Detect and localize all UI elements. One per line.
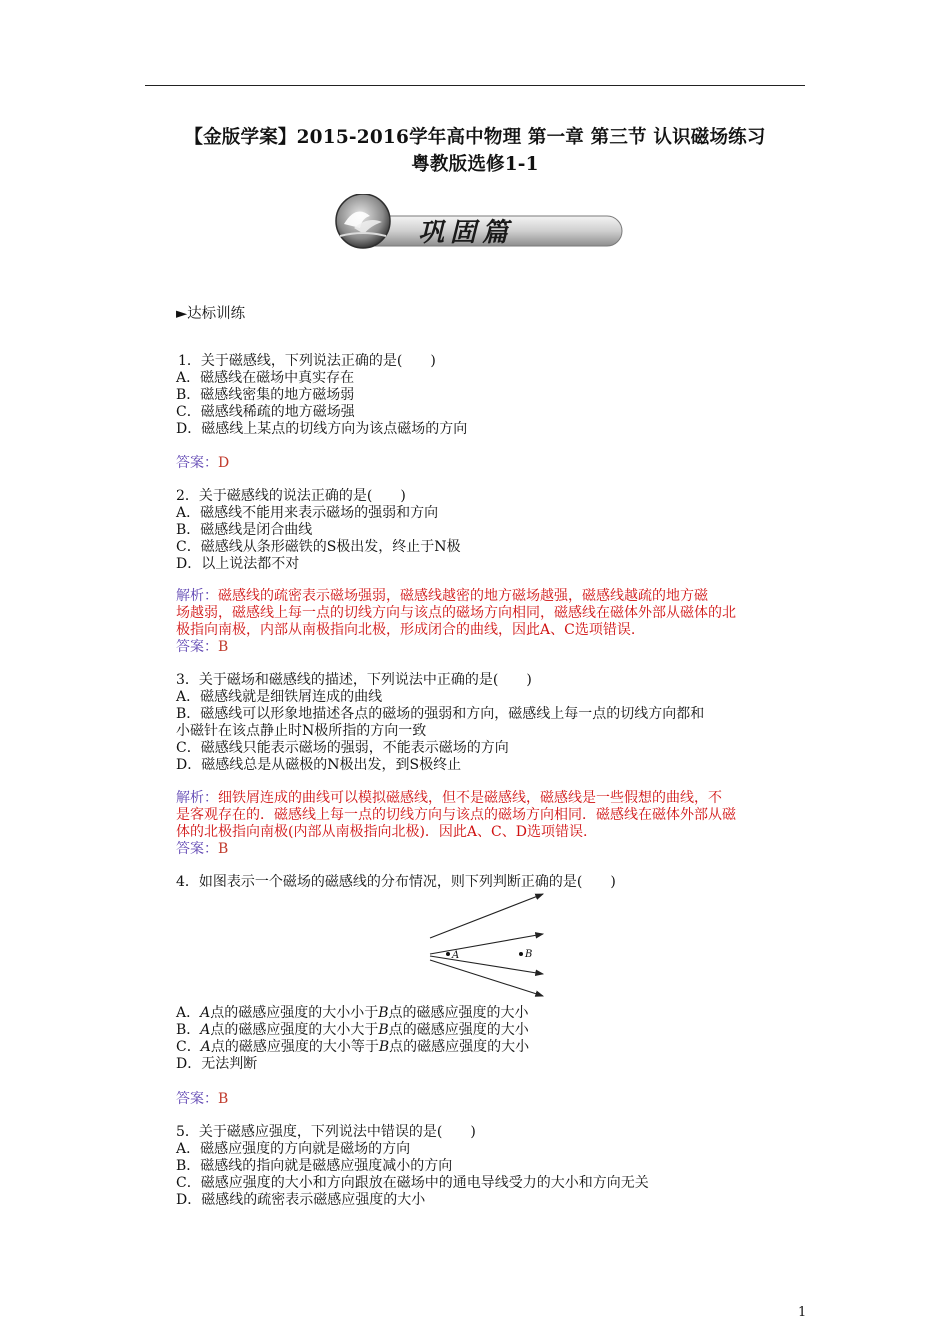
question-3-stem: 3．关于磁场和磁感线的描述，下列说法中正确的是( ): [176, 672, 532, 688]
question-4-stem: 4．如图表示一个磁场的磁感线的分布情况，则下列判断正确的是( ): [176, 874, 616, 890]
explanation-label: 解析：: [176, 790, 218, 806]
document-title: [110, 124, 840, 178]
question-2: [176, 488, 816, 573]
magnetic-field-lines-figure: [425, 888, 550, 1000]
page-number: 1: [798, 1305, 807, 1320]
question-3-answer: [176, 841, 228, 858]
question-5: [176, 1124, 816, 1209]
point-a-dot: [446, 952, 450, 956]
answer-label: 答案：: [176, 455, 218, 471]
answer-value: B: [218, 1091, 229, 1107]
point-b-dot: [519, 952, 523, 956]
answer-label: 答案：: [176, 841, 218, 857]
question-4-option-c: C．A点的磁感应强度的大小等于B点的磁感应强度的大小: [176, 1039, 530, 1055]
question-5-option-d: D．磁感线的疏密表示磁感应强度的大小: [176, 1192, 426, 1208]
question-2-option-a: A．磁感线不能用来表示磁场的强弱和方向: [176, 505, 439, 521]
section-banner: [330, 194, 630, 254]
explanation-line-1: 磁感线的疏密表示磁场强弱，磁感线越密的地方磁场越强，磁感线越疏的地方磁: [218, 588, 708, 604]
title-line-2: 粤教版选修1-1: [411, 154, 539, 175]
question-4-option-d: D．无法判断: [176, 1056, 258, 1072]
banner-text: 巩固篇: [418, 218, 515, 248]
answer-value: D: [218, 455, 230, 471]
question-2-option-b: B．磁感线是闭合曲线: [176, 522, 313, 538]
question-3-option-c: C．磁感线只能表示磁场的强弱，不能表示磁场的方向: [176, 740, 509, 756]
question-5-stem: 5．关于磁感应强度，下列说法中错误的是( ): [176, 1124, 476, 1140]
question-1-stem: 1．关于磁感线，下列说法正确的是( ): [178, 353, 436, 369]
answer-label: 答案：: [176, 1091, 218, 1107]
question-5-option-b: B．磁感线的指向就是磁感应强度减小的方向: [176, 1158, 453, 1174]
question-4-option-a: A．A点的磁感应强度的大小小于B点的磁感应强度的大小: [176, 1005, 529, 1021]
question-1-option-d: D．磁感线上某点的切线方向为该点磁场的方向: [176, 421, 468, 437]
answer-value: B: [218, 639, 229, 655]
explanation-line-2: 是客观存在的．磁感线上每一点的切线方向与该点的磁场方向相同．磁感线在磁体外部从磁: [176, 807, 736, 823]
explanation-line-1: 细铁屑连成的曲线可以模拟磁感线，但不是磁感线，磁感线是一些假想的曲线，不: [218, 790, 722, 806]
bird-emblem-icon: [336, 194, 390, 248]
question-3-explanation: [176, 790, 808, 841]
question-2-explanation: [176, 588, 808, 639]
point-b-label: B: [525, 949, 533, 960]
header-rule: [145, 85, 805, 86]
question-2-option-d: D．以上说法都不对: [176, 556, 300, 572]
explanation-line-2: 场越弱，磁感线上每一点的切线方向与该点的磁场方向相同，磁感线在磁体外部从磁体的北: [176, 605, 736, 621]
title-line-1: 【金版学案】2015-2016学年高中物理 第一章 第三节 认识磁场练习: [184, 127, 766, 148]
answer-value: B: [218, 841, 229, 857]
explanation-line-3: 体的北极指向南极(内部从南极指向北极)．因此A、C、D选项错误.: [176, 824, 588, 840]
question-5-option-c: C．磁感应强度的大小和方向跟放在磁场中的通电导线受力的大小和方向无关: [176, 1175, 649, 1191]
question-3-option-d: D．磁感线总是从磁极的N极出发，到S极终止: [176, 757, 462, 773]
question-1-option-c: C．磁感线稀疏的地方磁场强: [176, 404, 355, 420]
question-4-answer: [176, 1091, 228, 1108]
point-a-label: A: [452, 950, 460, 961]
question-1-option-b: B．磁感线密集的地方磁场弱: [176, 387, 355, 403]
question-3-option-a: A．磁感线就是细铁屑连成的曲线: [176, 689, 383, 705]
question-4-options: [176, 1005, 816, 1073]
question-3: [176, 672, 816, 774]
question-3-option-b-line-1: B．磁感线可以形象地描述各点的磁场的强弱和方向，磁感线上每一点的切线方向都和: [176, 706, 705, 722]
field-line: [430, 894, 543, 938]
answer-label: 答案：: [176, 639, 218, 655]
question-1: [176, 353, 816, 438]
question-4-option-b: B．A点的磁感应强度的大小大于B点的磁感应强度的大小: [176, 1022, 529, 1038]
question-5-option-a: A．磁感应强度的方向就是磁场的方向: [176, 1141, 411, 1157]
section-heading: ►达标训练: [176, 306, 246, 322]
question-2-stem: 2．关于磁感线的说法正确的是( ): [176, 488, 406, 504]
question-1-option-a: A．磁感线在磁场中真实存在: [176, 370, 355, 386]
question-2-answer: [176, 639, 228, 656]
explanation-label: 解析：: [176, 588, 218, 604]
explanation-line-3: 极指向南极，内部从南极指向北极，形成闭合的曲线，因此A、C选项错误.: [176, 622, 636, 638]
question-3-option-b-line-2: 小磁针在该点静止时N极所指的方向一致: [176, 723, 427, 739]
question-2-option-c: C．磁感线从条形磁铁的S极出发，终止于N极: [176, 539, 461, 555]
question-1-answer: [176, 455, 229, 472]
